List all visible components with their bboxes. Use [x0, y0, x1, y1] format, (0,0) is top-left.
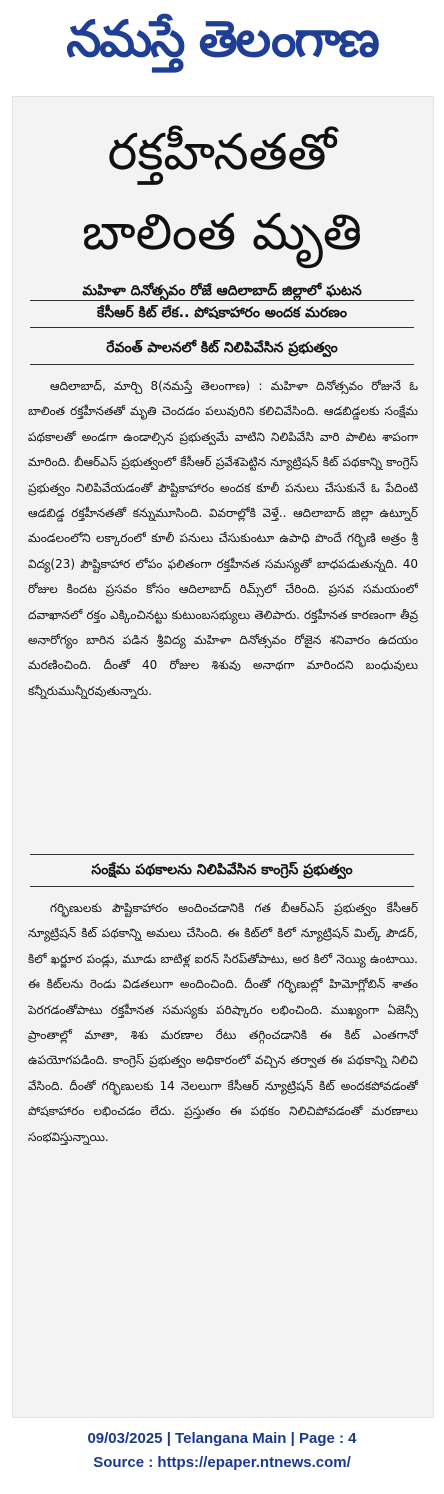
divider-rule: [30, 854, 414, 855]
divider-rule: [30, 364, 414, 365]
footer-source: Source : https://epaper.ntnews.com/: [93, 1454, 351, 1471]
subheading-1: రేవంత్‌ పాలనలో కిట్‌ నిలిపివేసిన ప్రభుత్వం: [106, 340, 338, 356]
subheading-2: సంక్షేమ పథకాలను నిలిపివేసిన కాంగ్రెస్‌ ప్రభుత్వం: [91, 862, 353, 878]
headline-line-1: రక్తహీనతతో: [107, 123, 337, 181]
footer-meta: 09/03/2025 | Telangana Main | Page : 4: [87, 1430, 357, 1447]
deck-line-1: మహిళా దినోత్సవం రోజే ఆదిలాబాద్‌ జిల్లాలో ఘటన: [82, 283, 362, 299]
article-paragraph-2: గర్భిణులకు పౌష్టికాహారం అందించడానికి గత బీఆర్‌ఎస్‌ ప్రభుత్వం కేసీఆర్‌ న్యూట్రిషన్‌ కిట్‌ పథకాన్ని అమలు చేసింది. ఈ కిట్‌లో కిలో న్యూట్రిషన్‌ మిల్క్‌ పౌడర్‌, కిలో ఖర్జూర పండ్లు, మూడు బాటిళ్ల ఐరన్‌ సిరప్‌తోపాటు, అర కిలో నెయ్యి ఉంటాయి. ఈ కిట్‌లను రెండు విడతలుగా అందించింది. దీంతో గర్భిణుల్లో హిమోగ్లోబిన్‌ శాతం పెరగడంతోపాటు రక్తహీనత సమస్యకు పరిష్కారం లభించింది. ముఖ్యంగా ఏజెన్సీ ప్రాంతాల్లో మాతా, శిశు మరణాల రేటు తగ్గించడానికి ఈ కిట్‌ ఎంతగానో ఉపయోగపడింది. కాంగ్రెస్‌ ప్రభుత్వం అధికారంలో వచ్చిన తర్వాత ఈ పథకాన్ని నిలిచి వేసింది. దీంతో గర్భిణులకు 14 నెలలుగా కేసీఆర్‌ న్యూట్రిషన్‌ కిట్‌ అందకపోవడంతో పోషకాహారం లభించడం లేదు. ప్రస్తుతం ఈ పథకం నిలిచిపోవడంతో మరణాలు సంభవిస్తున్నాయి.: [28, 901, 418, 1144]
divider-rule: [30, 886, 414, 887]
newspaper-masthead: నమస్తే తెలంగాణ: [66, 9, 378, 68]
article-paragraph-1: ఆదిలాబాద్‌, మార్చి 8(నమస్తే తెలంగాణ) : మహిళా దినోత్సవం రోజునే ఓ బాలింత రక్తహీనతతో మృతి చెందడం పలువురిని కలిచివేసింది. ఆడబిడ్డలకు సంక్షేమ పథకాలతో అండగా ఉండాల్సిన ప్రభుత్వమే వాటిని నిలిపివేసి వారి పాలిట శాపంగా మారింది. బీఆర్‌ఎస్‌ ప్రభుత్వంలో కేసీఆర్‌ ప్రవేశపెట్టిన న్యూట్రిషన్‌ కిట్‌ పథకాన్ని కాంగ్రెస్‌ ప్రభుత్వం నిలిపివేయడంతో పౌష్టికాహారం అందక కూలీ పనులు చేసుకునే ఓ పేదింటి ఆడబిడ్డ రక్తహీనతతో కన్నుమూసింది. వివరాల్లోకి వెళ్తే.. ఆదిలాబాద్‌ జిల్లా ఉట్నూర్‌ మండలంలోని లక్కారంలో కూలీ పనులు చేసుకుంటూ ఉపాధి పొందే గర్భిణి అత్రం శ్రీ విద్య(23) పౌష్టికాహార లోపం ఫలితంగా రక్తహీనత సమస్యతో బాధపడుతున్నది. 40 రోజుల కిందట ప్రసవం కోసం ఆదిలాబాద్‌ రిమ్స్‌లో చేరింది. ప్రసవ సమయంలో దవాఖానలో రక్తం ఎక్కించినట్టు కుటుంబసభ్యులు తెలిపారు. రక్తహీనత కారణంగా తీవ్ర అనారోగ్యం బారిన పడిన శ్రీవిద్య మహిళా దినోత్సవం రోజైన శనివారం ఉదయం మరణించింది. దీంతో 40 రోజుల శిశువు అనాథగా మారిందని బంధువులు కన్నీరుమున్నీరవుతున్నారు.: [28, 379, 418, 698]
divider-rule: [30, 327, 414, 328]
divider-rule: [30, 300, 414, 301]
headline-line-2: బాలింత మృతి: [81, 203, 363, 261]
deck-line-2: కేసీఆర్‌ కిట్‌ లేక.. పోషకాహారం అందక మరణం: [97, 305, 347, 321]
